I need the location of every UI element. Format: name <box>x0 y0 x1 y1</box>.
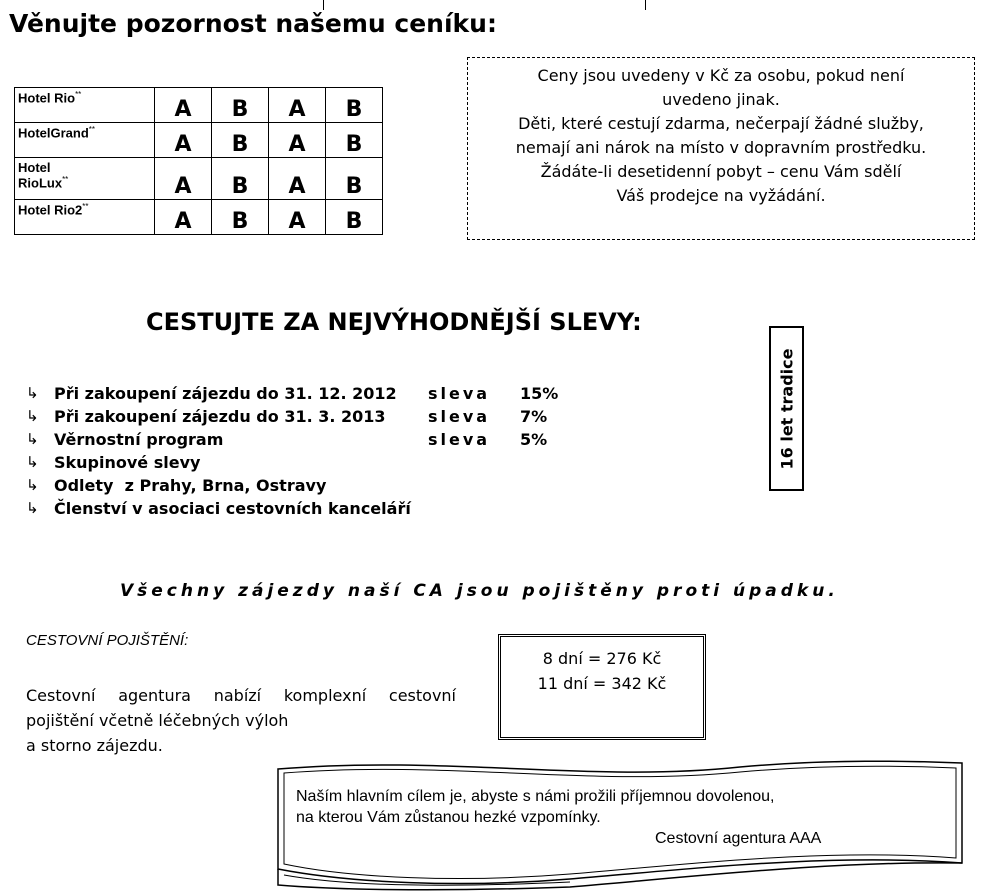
banner-message: Naším hlavním cílem je, abyste s námi prožili příjemnou dovolenou, na kterou Vám zůstanou hezké vzpomínky. <box>296 788 775 826</box>
category-cell: A <box>269 200 326 235</box>
hotel-name: HotelGrand** <box>15 123 155 158</box>
category-cell: B <box>326 88 383 123</box>
category-cell: A <box>269 88 326 123</box>
arrow-bullet-icon: ↳ <box>26 407 39 425</box>
divider-line <box>645 0 646 10</box>
arrow-bullet-icon: ↳ <box>26 430 39 448</box>
category-cell: A <box>269 123 326 158</box>
pricing-note-box <box>467 57 975 240</box>
tradition-badge <box>769 326 804 491</box>
note-line: Děti, které cestují zdarma, nečerpají žádné služby, <box>518 114 924 133</box>
category-cell: B <box>326 158 383 200</box>
category-cell: B <box>326 123 383 158</box>
insurance-price-box <box>498 634 706 740</box>
tradition-label: 16 let tradice <box>777 348 796 469</box>
table-row <box>15 88 383 123</box>
banner-signature: Cestovní agentura AAA <box>655 830 822 847</box>
category-cell: B <box>212 123 269 158</box>
note-line: uvedeno jinak. <box>662 90 780 109</box>
hotel-name: Hotel Rio** <box>15 88 155 123</box>
arrow-bullet-icon: ↳ <box>26 499 39 517</box>
table-row <box>15 123 383 158</box>
note-line: Váš prodejce na vyžádání. <box>616 186 826 205</box>
insolvency-statement: Všechny zájezdy naší CA jsou pojištěny proti úpadku. <box>120 581 839 601</box>
list-item: ↳ Věrnostní program sleva 5% <box>26 430 548 449</box>
page-title: Věnujte pozornost našemu ceníku: <box>9 9 497 38</box>
category-cell: B <box>212 158 269 200</box>
category-cell: A <box>155 158 212 200</box>
list-item: ↳ Členství v asociaci cestovních kanceláří <box>26 499 411 518</box>
insurance-price: 11 dní = 342 Kč <box>537 674 667 693</box>
discount-list <box>26 382 558 520</box>
list-item: ↳ Při zakoupení zájezdu do 31. 12. 2012 sleva 15% <box>26 384 559 403</box>
list-item: ↳ Odlety z Prahy, Brna, Ostravy <box>26 476 327 495</box>
category-cell: A <box>155 200 212 235</box>
arrow-bullet-icon: ↳ <box>26 453 39 471</box>
category-cell: B <box>212 200 269 235</box>
note-line: Ceny jsou uvedeny v Kč za osobu, pokud není <box>537 66 905 85</box>
table-row <box>15 200 383 235</box>
list-item: ↳ Při zakoupení zájezdu do 31. 3. 2013 sleva 7% <box>26 407 548 426</box>
insurance-price: 8 dní = 276 Kč <box>542 649 662 668</box>
arrow-bullet-icon: ↳ <box>26 476 39 494</box>
category-cell: A <box>155 123 212 158</box>
insurance-description: Cestovní agentura nabízí komplexní cestovní pojištění včetně léčebných výloh a storno zájezdu. <box>26 686 456 755</box>
table-row <box>15 158 383 200</box>
hotel-name: Hotel Rio2** <box>15 200 155 235</box>
insurance-heading: CESTOVNÍ POJIŠTĚNÍ: <box>26 632 189 649</box>
category-cell: A <box>269 158 326 200</box>
list-item: ↳ Skupinové slevy <box>26 453 201 472</box>
discount-heading: CESTUJTE ZA NEJVÝHODNĚJŠÍ SLEVY: <box>146 308 642 336</box>
hotel-name: Hotel RioLux** <box>15 158 155 200</box>
arrow-bullet-icon: ↳ <box>26 384 39 402</box>
category-cell: B <box>326 200 383 235</box>
category-cell: B <box>212 88 269 123</box>
note-line: Žádáte-li desetidenní pobyt – cenu Vám sdělí <box>540 162 902 181</box>
note-line: nemají ani nárok na místo v dopravním prostředku. <box>515 138 927 157</box>
category-cell: A <box>155 88 212 123</box>
price-table <box>14 87 383 235</box>
